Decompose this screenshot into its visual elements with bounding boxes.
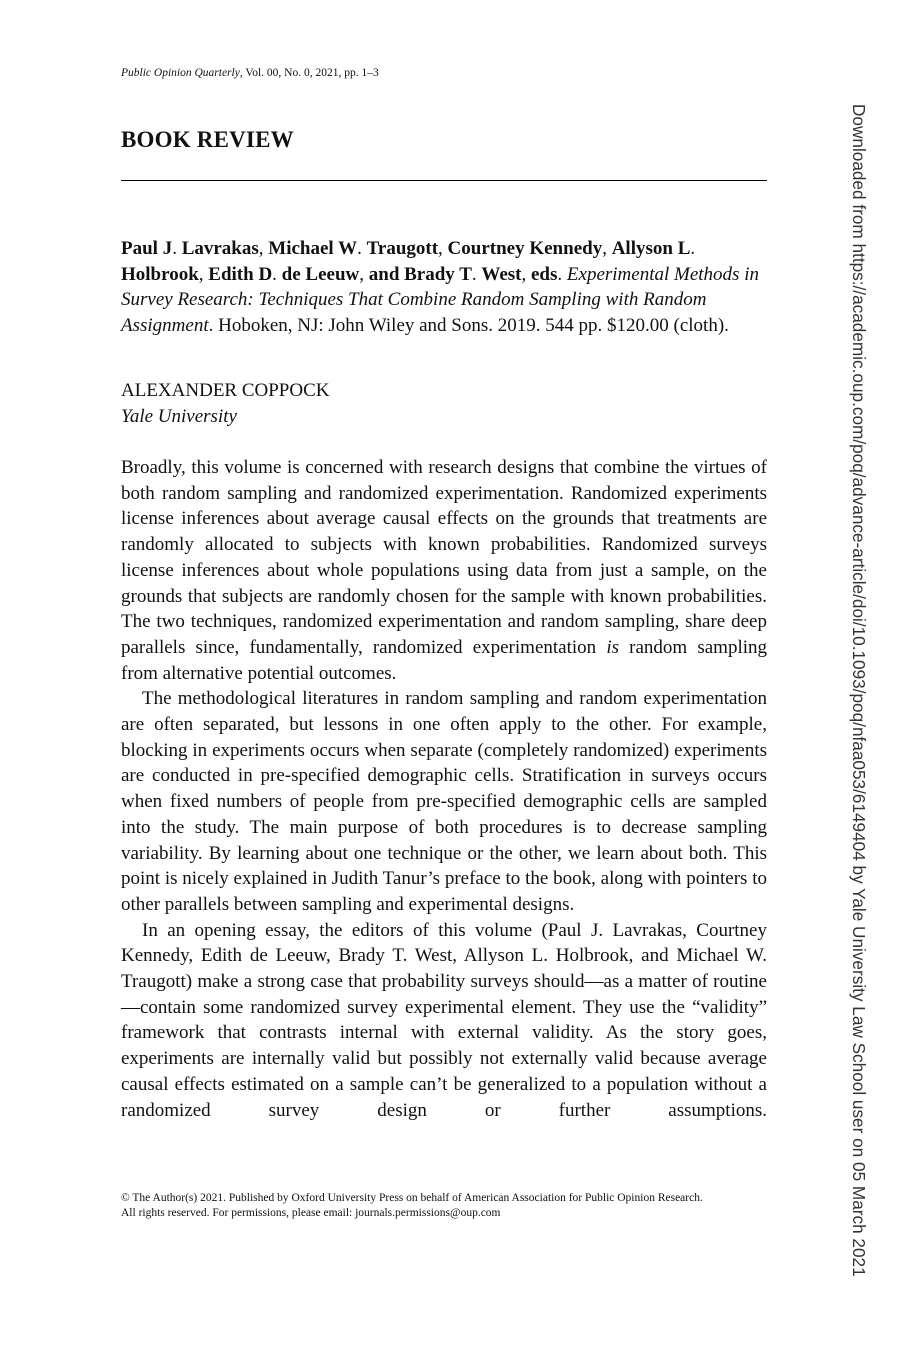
reviewer-affiliation: Yale University	[121, 405, 237, 427]
review-body	[121, 455, 767, 1123]
book-citation: Paul J. Lavrakas, Michael W. Traugott, Courtney Kennedy, Allyson L. Holbrook, Edith D. de Leeuw, and Brady T. West, eds. Experimental Methods in Survey Research: Techniques That Combine Random Sampling with Random Assignment. Hoboken, NJ: John Wiley and Sons. 2019. 544 pp. $120.00 (cloth).	[121, 238, 759, 336]
journal-name: Public Opinion Quarterly	[121, 67, 240, 79]
author-3: Courtney Kennedy	[447, 238, 603, 259]
title-divider	[121, 180, 767, 181]
author-5-last: de Leeuw	[281, 263, 360, 285]
author-2-first: Michael W	[268, 238, 358, 259]
author-2-last: Traugott	[366, 238, 439, 259]
download-notice: Downloaded from https://academic.oup.com/poq/advance-article/doi/10.1093/poq/nfaa053/6149404 by Yale University Law School user on 05 March 2021	[849, 104, 869, 1277]
publisher-info: . Hoboken, NJ: John Wiley and Sons. 2019. 544 pp. $120.00 (cloth).	[208, 314, 729, 336]
paragraph-1-text: Broadly, this volume is concerned with research designs that combine the virtues of both random sampling and randomized experimentation. Randomized experiments license inferences about average causal effects on the grounds that treatments are randomly allocated to subjects with known probabilities. Randomized surveys license inferences about whole populations using data from just a sample, on the grounds that subjects are randomly chosen for the sample with known probabilities. The two techniques, randomized experimentation and random sampling, share deep parallels since, fundamentally, randomized experimentation	[121, 457, 767, 658]
author-5-first: Edith D	[208, 263, 273, 285]
paragraph-2: The methodological literatures in random sampling and random experimentation are often separated, but lessons in one often apply to the other. For example, blocking in experiments occurs when separate (completely randomized) experiments are conducted in pre-specified demographic cells. Stratification in surveys occurs when fixed numbers of people from pre-specified demographic cells are sampled into the study. The main purpose of both procedures is to decrease sampling variability. By learning about one technique or the other, we learn about both. This point is nicely explained in Judith Tanur’s preface to the book, along with pointers to other parallels between sampling and experimental designs.	[121, 688, 767, 915]
paragraph-1	[121, 455, 767, 686]
section-title: BOOK REVIEW	[121, 127, 294, 152]
paragraph-3: In an opening essay, the editors of this volume (Paul J. Lavrakas, Courtney Kennedy, Edith de Leeuw, Brady T. West, Allyson L. Holbrook, and Michael W. Traugott) make a strong case that probability surveys should—as a matter of routine—contain some randomized survey experimental element. They use the “validity” framework that contrasts internal with external validity. As the story goes, experiments are internally valid but possibly not externally valid because average causal effects estimated on a sample can’t be generalized to a population without a randomized survey design or further assumptions.	[121, 919, 767, 1121]
paragraph-1-tail: random sampling from alternative potential outcomes.	[121, 636, 768, 684]
author-6-first: and Brady T	[368, 263, 472, 285]
reviewer-block	[121, 378, 330, 429]
journal-details: , Vol. 00, No. 0, 2021, pp. 1–3	[239, 67, 379, 79]
author-4-last: Holbrook	[121, 263, 199, 285]
running-head	[121, 66, 379, 80]
copyright-footnote	[121, 1191, 781, 1221]
author-1-first: Paul J	[121, 238, 173, 259]
paragraph-1-emphasis: is	[606, 636, 619, 658]
author-6-last: West	[481, 263, 522, 285]
book-title: Experimental Methods in Survey Research: Techniques That Combine Random Sampling with Random Assignment	[121, 263, 759, 336]
editors-label: eds	[531, 263, 558, 285]
copyright-line: © The Author(s) 2021. Published by Oxford University Press on behalf of American Association for Public Opinion Research.	[121, 1192, 703, 1204]
reviewer-name: ALEXANDER COPPOCK	[121, 380, 330, 401]
author-1-last: Lavrakas	[181, 238, 259, 259]
permissions-line: All rights reserved. For permissions, please email: journals.permissions@oup.com	[121, 1207, 501, 1219]
author-4-first: Allyson L	[611, 238, 691, 259]
